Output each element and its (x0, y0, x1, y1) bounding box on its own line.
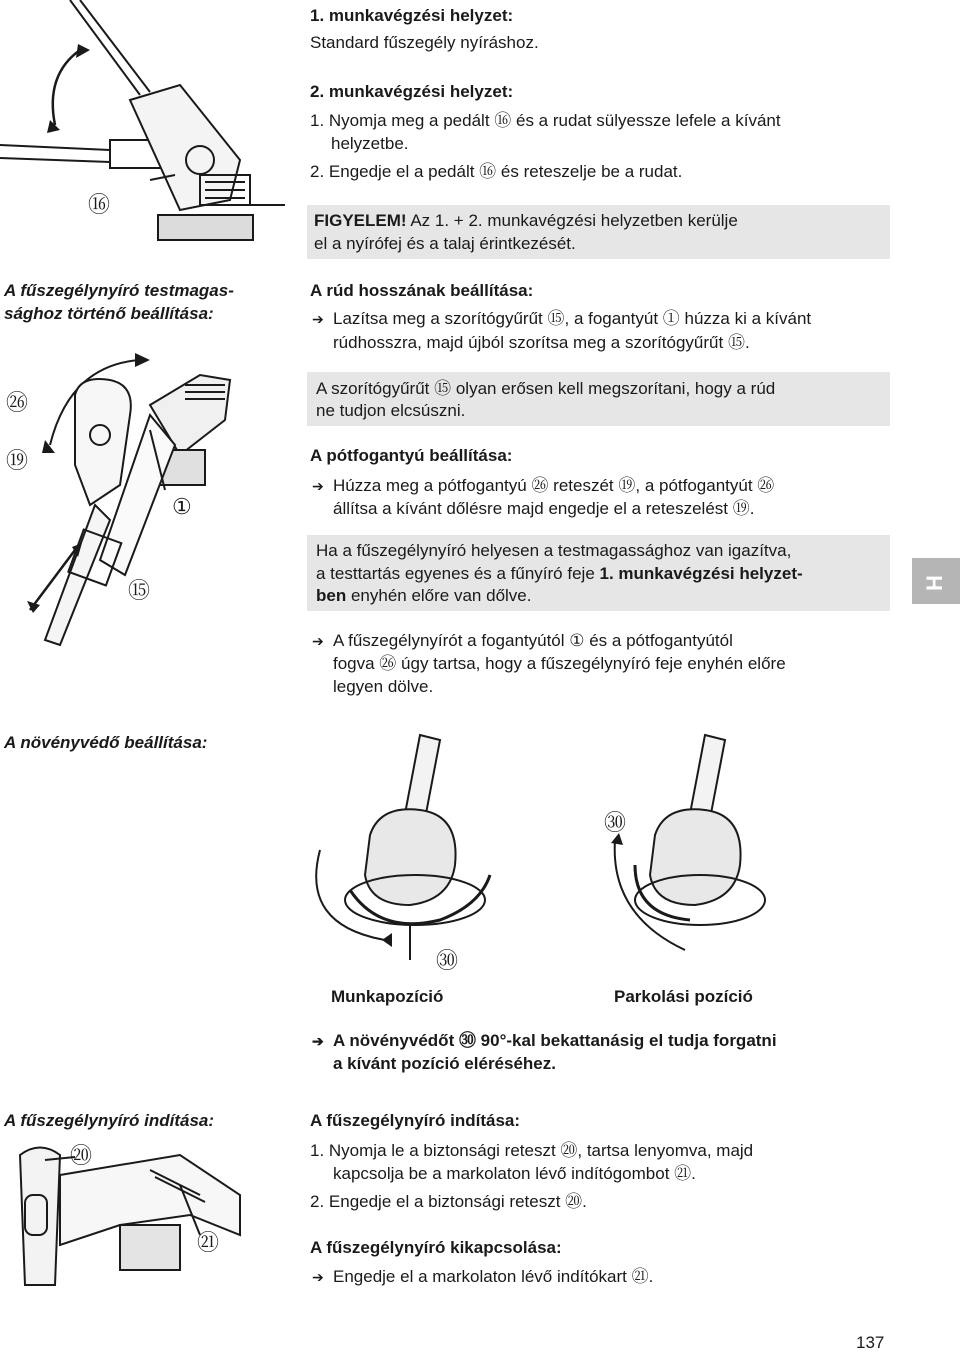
aux-heading: A pótfogantyú beállítása: (310, 446, 513, 465)
guard-bullet-arrow: ➔ (312, 1033, 324, 1049)
guard-line2: a kívánt pozíció eléréséhez. (333, 1054, 556, 1073)
body-note-line2 (316, 563, 803, 585)
side-heading-start: A fűszegélynyíró indítása: (4, 1111, 215, 1130)
stop-bullet-arrow: ➔ (312, 1269, 324, 1285)
start-item1: 1. Nyomja le a biztonsági reteszt ⑳, tartsa lenyomva, majd (310, 1141, 754, 1160)
aux-line1: Húzza meg a pótfogantyú ㉖ reteszét ⑲, a pótfogantyút ㉖ (333, 476, 775, 495)
body-note-line1: Ha a fűszegélynyíró helyesen a testmagassághoz van igazítva, (316, 541, 792, 560)
pos2-heading: 2. munkavégzési helyzet: (310, 82, 514, 101)
rod-bullet-arrow: ➔ (312, 311, 324, 327)
page-number: 137 (856, 1333, 885, 1352)
warning-line2: el a nyírófej és a talaj érintkezését. (314, 234, 576, 253)
pos1-heading: 1. munkavégzési helyzet: (310, 6, 514, 25)
side-heading-guard: A növényvédő beállítása: (4, 733, 208, 752)
hold-line1: A fűszegélynyírót a fogantyútól ① és a pótfogantyútól (333, 631, 733, 650)
warning-bold: FIGYELEM! (314, 211, 407, 230)
warning-line1 (314, 210, 738, 232)
body-note-line2b: 1. munkavégzési helyzet- (599, 564, 803, 583)
side-heading-height-1: A fűszegélynyíró testmagas- (4, 281, 234, 300)
callout-20: ⑳ (70, 1143, 93, 1168)
rod-heading: A rúd hosszának beállítása: (310, 281, 534, 300)
hold-bullet-arrow: ➔ (312, 633, 324, 649)
hold-line2: fogva ㉖ úgy tartsa, hogy a fűszegélynyíró feje enyhén előre (333, 654, 786, 673)
guard-work-illustration (300, 725, 520, 975)
pos2-item1: 1. Nyomja meg a pedált ⑯ és a rudat sülyessze lefele a kívánt (310, 111, 781, 130)
hold-line3: legyen dölve. (333, 677, 434, 696)
pos2-item1-cont: helyzetbe. (331, 134, 409, 153)
start-item1-cont: kapcsolja be a markolaton lévő indítógombot ㉑. (333, 1164, 696, 1183)
callout-26: ㉖ (6, 390, 29, 415)
guard-park-label: Parkolási pozíció (614, 987, 753, 1006)
start-switch-illustration (0, 1135, 290, 1295)
stop-line1: Engedje el a markolaton lévő indítókart ㉑. (333, 1267, 654, 1286)
warning-text1: Az 1. + 2. munkavégzési helyzetben kerülje (406, 211, 738, 230)
side-heading-height-2: sághoz történő beállítása: (4, 304, 214, 323)
callout-16: ⑯ (88, 192, 111, 217)
rod-line1: Lazítsa meg a szorítógyűrűt ⑮, a fogantyút ① húzza ki a kívánt (333, 309, 812, 328)
start-item2: 2. Engedje el a biztonsági reteszt ⑳. (310, 1192, 587, 1211)
aux-line2: állítsa a kívánt dőlésre majd engedje el a reteszelést ⑲. (333, 499, 755, 518)
guard-park-illustration (575, 725, 795, 975)
language-tab (912, 558, 960, 604)
callout-19: ⑲ (6, 448, 29, 473)
aux-bullet-arrow: ➔ (312, 478, 324, 494)
language-tab-letter: H (922, 575, 947, 591)
rod-note-line1: A szorítógyűrűt ⑮ olyan erősen kell megszorítani, hogy a rúd (316, 379, 776, 398)
callout-21: ㉑ (197, 1230, 220, 1255)
stop-heading: A fűszegélynyíró kikapcsolása: (310, 1238, 562, 1257)
pos2-item2: 2. Engedje el a pedált ⑯ és reteszelje be a rudat. (310, 162, 683, 181)
handle-adjust-illustration (0, 345, 290, 665)
callout-30-park: ㉚ (604, 810, 627, 835)
body-note-line3 (316, 585, 531, 607)
start-heading: A fűszegélynyíró indítása: (310, 1111, 521, 1130)
body-note-line3a: ben (316, 586, 347, 605)
callout-15: ⑮ (128, 578, 151, 603)
rod-note-line2: ne tudjon elcsúszni. (316, 401, 466, 420)
callout-1: ① (172, 494, 192, 519)
body-note-line2a: a testtartás egyenes és a fűnyíró feje (316, 564, 600, 583)
pos1-text: Standard fűszegély nyíráshoz. (310, 33, 539, 52)
guard-line1: A növényvédőt ㉚ 90°-kal bekattanásig el tudja forgatni (333, 1031, 777, 1050)
body-note-line3b: enyhén előre van dőlve. (346, 586, 532, 605)
guard-work-label: Munkapozíció (331, 987, 444, 1006)
trimmer-head-illustration (0, 0, 290, 250)
callout-30-work: ㉚ (436, 948, 459, 973)
rod-line2: rúdhosszra, majd újból szorítsa meg a szorítógyűrűt ⑮. (333, 333, 750, 352)
